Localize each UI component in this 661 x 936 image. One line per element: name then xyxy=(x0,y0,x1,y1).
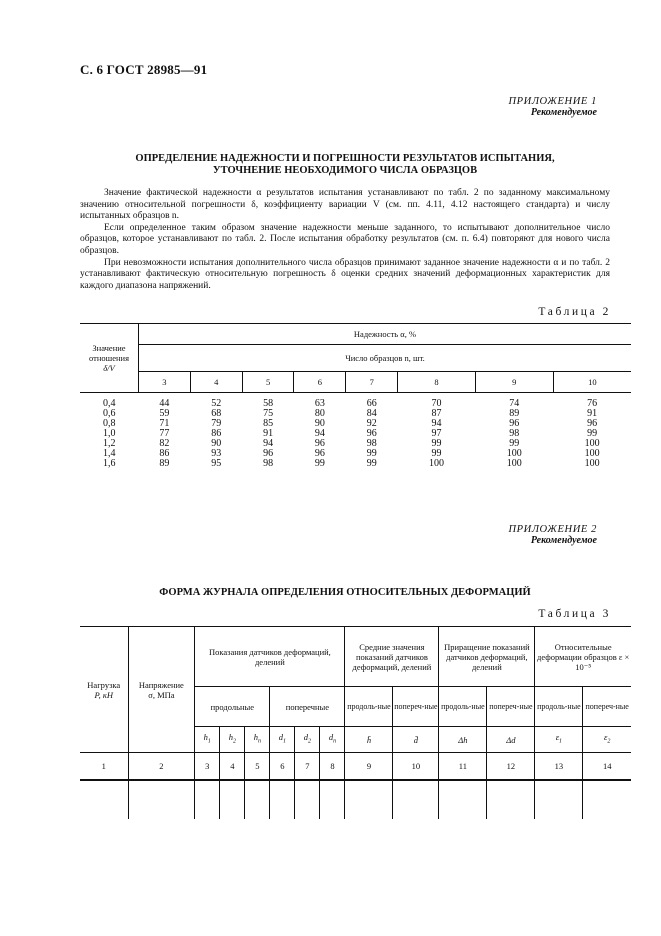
column-number: 1 xyxy=(80,753,128,781)
symbol-epsilon1: $\varepsilon_1$ xyxy=(535,727,583,753)
sample-count: 10 xyxy=(553,372,631,393)
symbol-h-mean: h̄ xyxy=(345,727,393,753)
load-header: Нагрузка P, кН xyxy=(80,627,128,753)
column-number: 5 xyxy=(245,753,270,781)
symbol-d2: $d_2$ xyxy=(295,727,320,753)
column-number: 4 xyxy=(220,753,245,781)
sample-count: 8 xyxy=(398,372,476,393)
table2-caption: Таблица 2 xyxy=(538,306,611,318)
empty-cell xyxy=(220,780,245,819)
symbol-delta-d: Δd xyxy=(487,727,535,753)
empty-cell xyxy=(128,780,195,819)
column-number: 9 xyxy=(345,753,393,781)
mean-transverse: попереч-ные xyxy=(393,687,439,727)
sample-count: 6 xyxy=(294,372,346,393)
mean-longitudinal: продоль-ные xyxy=(345,687,393,727)
sample-count: 4 xyxy=(190,372,242,393)
gauge-readings-header: Показания датчиков деформаций, делений xyxy=(195,627,345,687)
longitudinal-group: продольные xyxy=(195,687,270,727)
ratio-value: 0,8 xyxy=(103,418,116,429)
empty-cell xyxy=(295,780,320,819)
empty-cell xyxy=(345,780,393,819)
paragraph: Если определенное таким образом значение надежности меньше заданного, то испытывают дополнительное число образцов, которое устанавливают по табл. 2. После испытания обработку результатов (см. п. 6.4) повторяют для нового числа образцов. xyxy=(80,222,610,256)
empty-cell xyxy=(583,780,631,819)
sample-count-header: Число образцов n, шт. xyxy=(139,345,632,372)
symbol-d1: $d_1$ xyxy=(270,727,295,753)
reliability-column-7: 66 84 92 96 98 99 99 xyxy=(366,398,377,469)
symbol-dn: $d_n$ xyxy=(320,727,345,753)
sample-count: 3 xyxy=(139,372,191,393)
ratio-value: 0,4 xyxy=(103,398,116,409)
column-number: 13 xyxy=(535,753,583,781)
increment-header: Приращение показаний датчиков деформаций, делений xyxy=(439,627,535,687)
appendix1-title-line1: ОПРЕДЕЛЕНИЕ НАДЕЖНОСТИ И ПОГРЕШНОСТИ РЕЗУЛЬТАТОВ ИСПЫТАНИЯ, xyxy=(135,153,555,164)
column-number: 12 xyxy=(487,753,535,781)
appendix1-title-line2: УТОЧНЕНИЕ НЕОБХОДИМОГО ЧИСЛА ОБРАЗЦОВ xyxy=(212,165,478,176)
ratio-value: 1,6 xyxy=(103,458,116,469)
empty-cell xyxy=(535,780,583,819)
appendix2-label-block xyxy=(508,524,597,546)
symbol-epsilon2: $\varepsilon_2$ xyxy=(583,727,631,753)
column-number: 8 xyxy=(320,753,345,781)
column-number: 6 xyxy=(270,753,295,781)
paragraph: При невозможности испытания дополнительного числа образцов принимают заданное значение надежности α и по табл. 2 устанавливают фактическую относительную погрешность δ оценки средних значений деформационных характеристик для каждого диапазона напряжений. xyxy=(80,257,610,291)
table3-caption: Таблица 3 xyxy=(538,608,611,620)
sample-count: 7 xyxy=(346,372,398,393)
ratio-value: 1,2 xyxy=(103,438,116,449)
empty-cell xyxy=(270,780,295,819)
reliability-column-4: 52 68 79 86 90 93 95 xyxy=(211,398,222,469)
ratio-column xyxy=(80,393,139,470)
empty-cell xyxy=(487,780,535,819)
sample-count: 5 xyxy=(242,372,294,393)
symbol-delta-h: Δh xyxy=(439,727,487,753)
reliability-column-10: 76 91 96 99 100 100 100 xyxy=(584,398,600,469)
column-number: 3 xyxy=(195,753,220,781)
appendix1-label-block xyxy=(508,96,597,118)
column-number: 10 xyxy=(393,753,439,781)
reliability-column-8: 70 87 94 97 99 99 100 xyxy=(429,398,445,469)
symbol-h1: $h_1$ xyxy=(195,727,220,753)
empty-cell xyxy=(320,780,345,819)
ratio-value: 1,0 xyxy=(103,428,116,439)
empty-cell xyxy=(393,780,439,819)
appendix1-label: ПРИЛОЖЕНИЕ 1 xyxy=(508,96,597,107)
ratio-column-header: Значение отношения δ/V xyxy=(80,324,139,393)
symbol-d-mean: d̄ xyxy=(393,727,439,753)
reliability-column-9: 74 89 96 98 99 100 100 xyxy=(506,398,522,469)
strain-longitudinal: продоль-ные xyxy=(535,687,583,727)
appendix2-label: ПРИЛОЖЕНИЕ 2 xyxy=(508,524,597,535)
stress-header: Напряжение σ, МПа xyxy=(128,627,195,753)
empty-cell xyxy=(195,780,220,819)
column-number: 2 xyxy=(128,753,195,781)
reliability-header: Надежность α, % xyxy=(139,324,632,345)
increment-transverse: попереч-ные xyxy=(487,687,535,727)
symbol-h2: $h_2$ xyxy=(220,727,245,753)
empty-cell xyxy=(245,780,270,819)
sample-count: 9 xyxy=(475,372,553,393)
empty-cell xyxy=(80,780,128,819)
ratio-value: 1,4 xyxy=(103,448,116,459)
reliability-column-6: 63 80 90 94 96 96 99 xyxy=(314,398,325,469)
mean-readings-header: Средние значения показаний датчиков деформаций, делений xyxy=(345,627,439,687)
reliability-column-5: 58 75 85 91 94 96 98 xyxy=(263,398,274,469)
table2 xyxy=(80,323,631,469)
appendix2-status: Рекомендуемое xyxy=(530,535,597,546)
transverse-group: поперечные xyxy=(270,687,345,727)
page-header: С. 6 ГОСТ 28985—91 xyxy=(80,62,208,77)
appendix1-status: Рекомендуемое xyxy=(530,107,597,118)
reliability-column-3: 44 59 71 77 82 86 89 xyxy=(159,398,170,469)
symbol-hn: $h_n$ xyxy=(245,727,270,753)
empty-cell xyxy=(439,780,487,819)
table3 xyxy=(80,626,631,819)
increment-longitudinal: продоль-ные xyxy=(439,687,487,727)
relative-strain-header: Относительные деформации образцов ε × 10⁻⁵ xyxy=(535,627,631,687)
appendix1-body xyxy=(80,188,610,292)
paragraph: Значение фактической надежности α результатов испытания устанавливают по табл. 2 по заданному максимальному значению относительной погрешности δ, коэффициенту вариации V (см. пп. 4.11, 4.12 настоящего стандарта) и числу испытанных образцов n. xyxy=(80,188,610,222)
strain-transverse: попереч-ные xyxy=(583,687,631,727)
appendix1-title xyxy=(80,153,610,177)
ratio-value: 0,6 xyxy=(103,408,116,419)
column-number: 11 xyxy=(439,753,487,781)
column-number: 14 xyxy=(583,753,631,781)
appendix2-title: ФОРМА ЖУРНАЛА ОПРЕДЕЛЕНИЯ ОТНОСИТЕЛЬНЫХ ДЕФОРМАЦИЙ xyxy=(159,587,531,598)
column-number: 7 xyxy=(295,753,320,781)
